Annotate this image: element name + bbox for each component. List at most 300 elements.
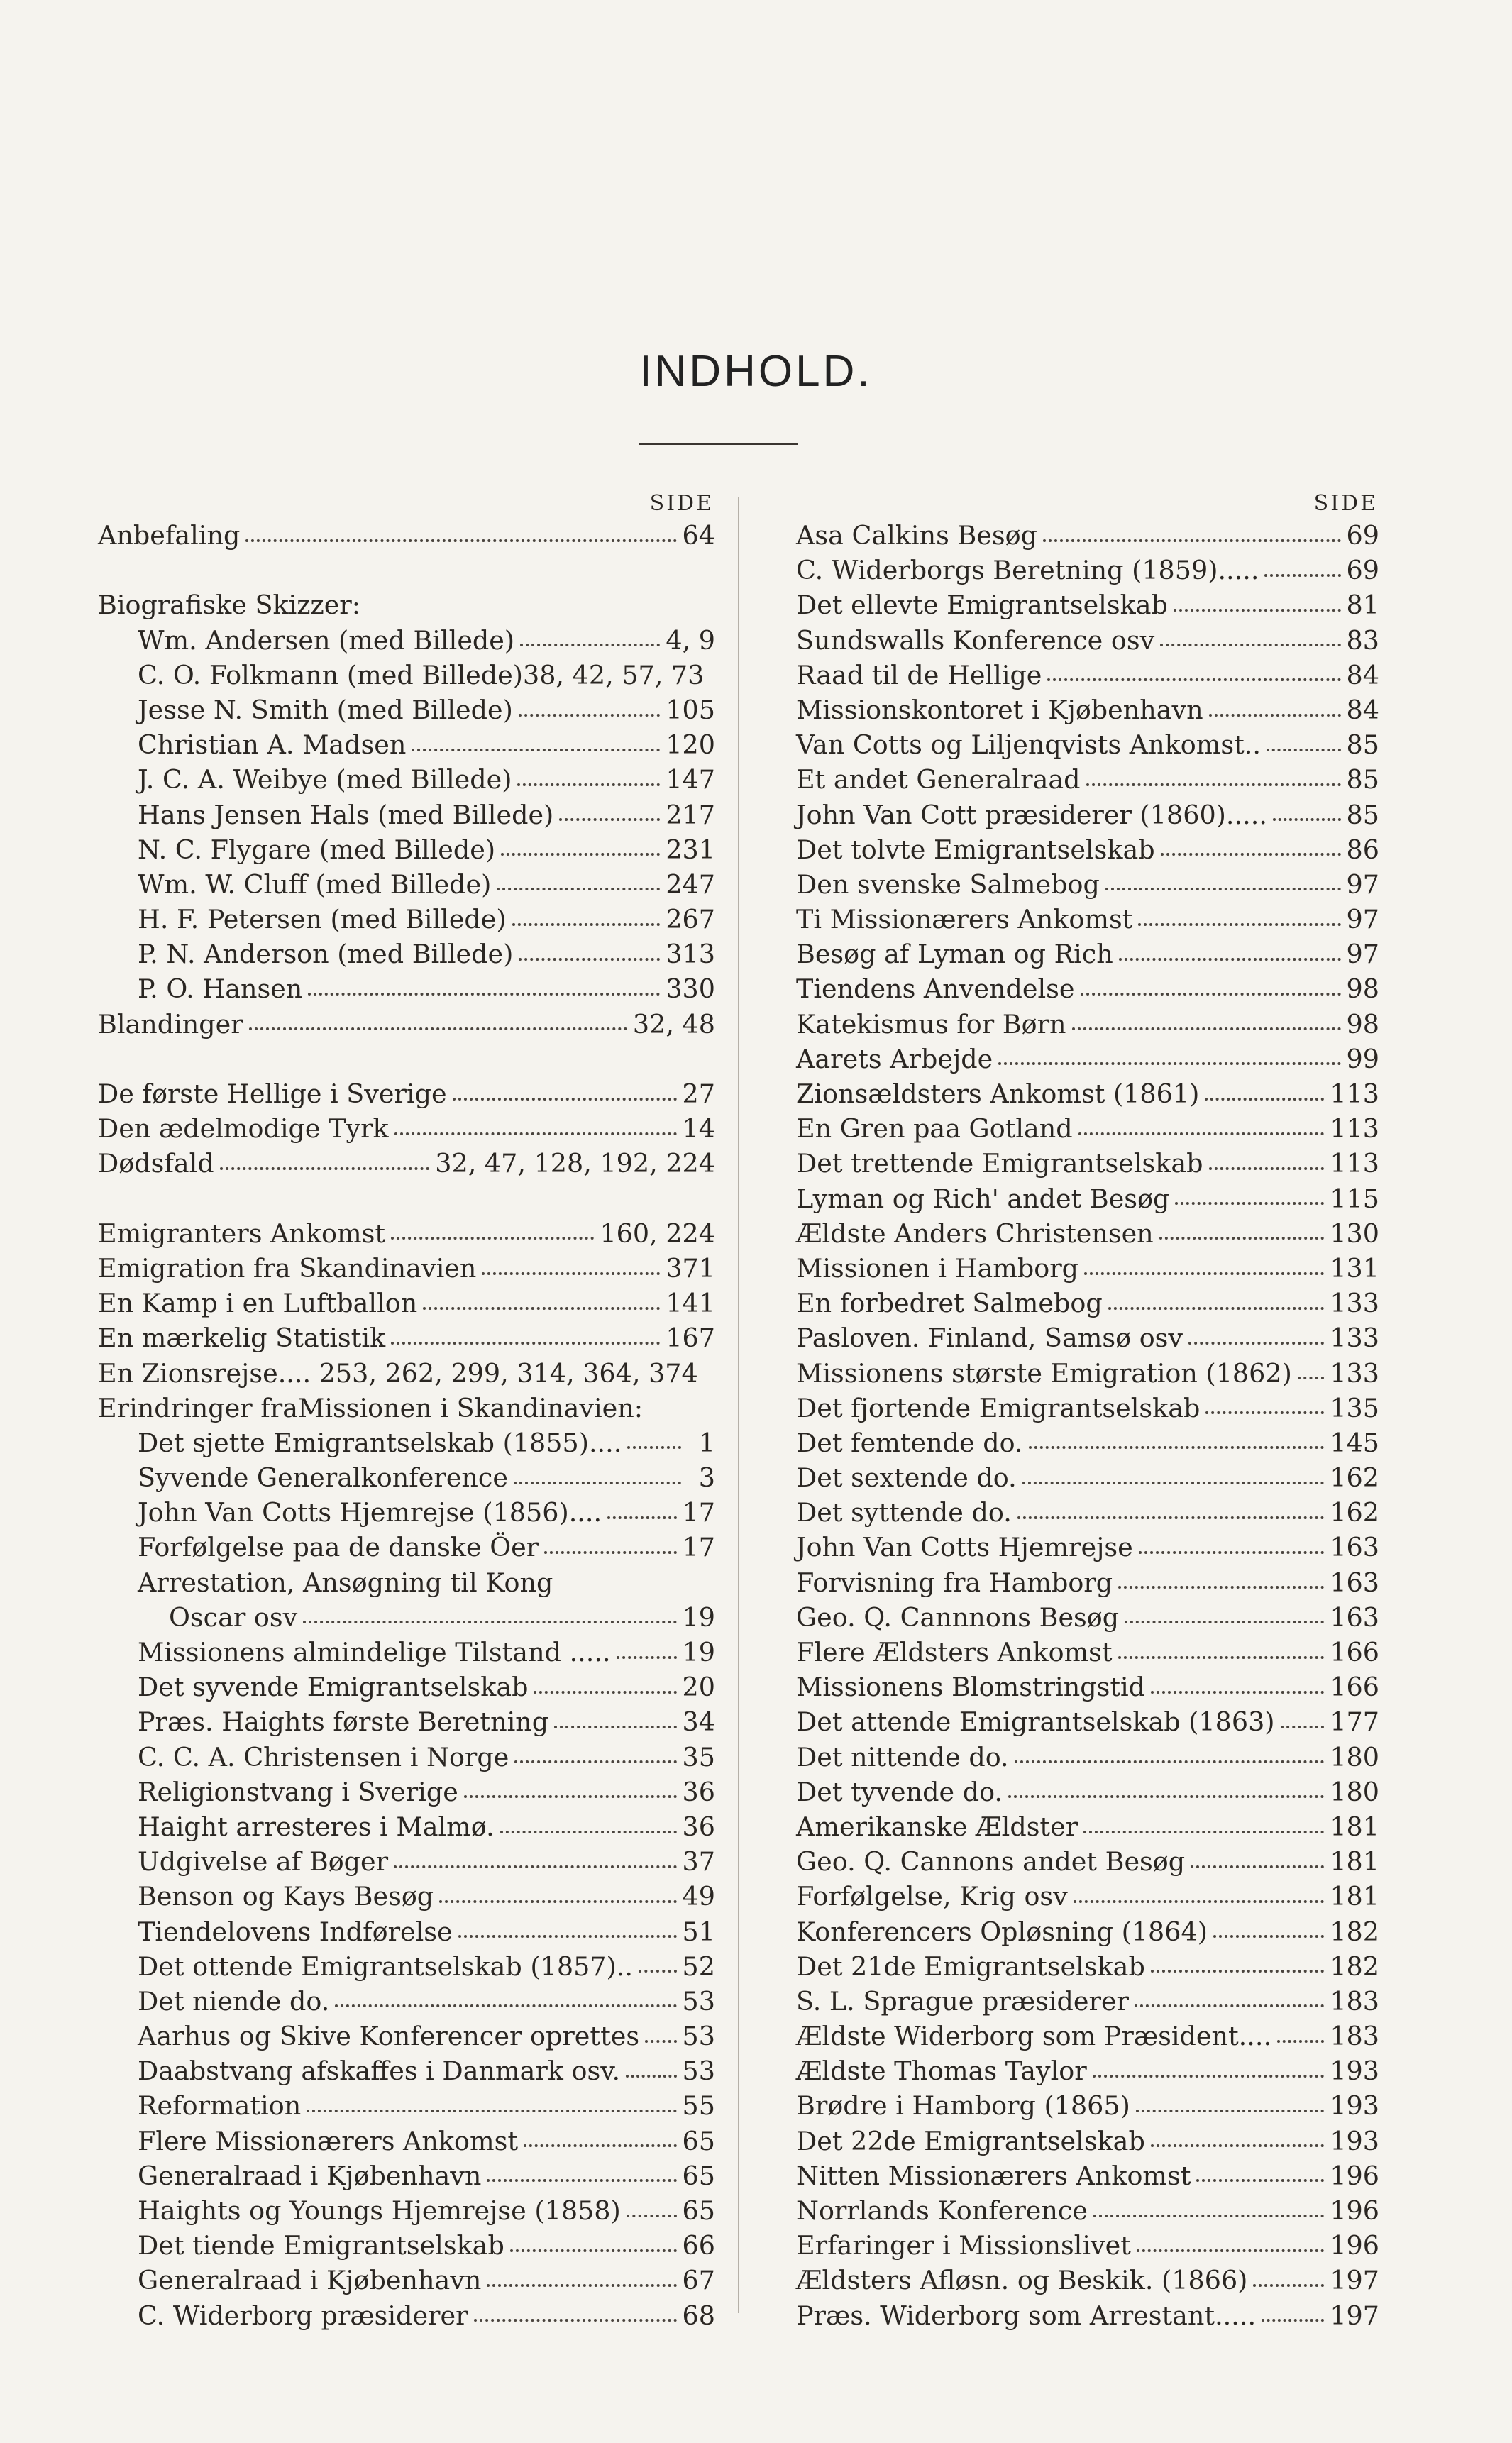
toc-entry: [796, 1704, 1379, 1739]
leader-dots: [453, 1098, 677, 1101]
entry-page: 65: [682, 2160, 715, 2191]
toc-entry: [98, 588, 715, 622]
leader-dots: [1151, 1691, 1324, 1694]
entry-page: 133: [1330, 1323, 1379, 1354]
leader-dots: [627, 1446, 681, 1449]
leader-dots: [308, 993, 660, 996]
entry-title: Geo. Q. Cannons andet Besøg: [796, 1846, 1186, 1877]
leader-dots: [245, 539, 676, 542]
toc-entry: [796, 798, 1379, 832]
toc-entry: [98, 2019, 715, 2053]
toc-entry: [796, 1460, 1379, 1495]
title-rule: [639, 443, 798, 445]
toc-entry: [796, 1949, 1379, 1984]
toc-entry: [796, 1076, 1379, 1111]
blank-line: [98, 553, 715, 588]
entry-page: 36: [682, 1776, 715, 1807]
leader-dots: [1137, 2249, 1324, 2252]
entry-page: 67: [682, 2265, 715, 2296]
toc-entry: [796, 1216, 1379, 1251]
leader-dots: [474, 2319, 677, 2322]
leader-dots: [1161, 853, 1341, 856]
toc-entry: [98, 1670, 715, 1704]
entry-title: Præs. Haights første Beretning: [138, 1706, 549, 1738]
leader-dots: [514, 1482, 681, 1484]
toc-entry: [796, 937, 1379, 971]
leader-dots: [1086, 783, 1341, 786]
toc-entry: [796, 1914, 1379, 1949]
entry-title: Forfølgelse, Krig osv: [796, 1881, 1068, 1912]
toc-entry: [98, 1495, 715, 1530]
entry-title: Forvisning fra Hamborg: [796, 1567, 1113, 1598]
entry-page: 162: [1330, 1462, 1379, 1494]
leader-dots: [1277, 2040, 1324, 2043]
entry-page: 66: [682, 2230, 715, 2261]
entry-page: 196: [1330, 2195, 1379, 2226]
entry-title: Generalraad i Kjøbenhavn: [138, 2160, 482, 2191]
entry-page: 166: [1330, 1672, 1379, 1703]
toc-entry: [796, 2088, 1379, 2123]
entry-page: 68: [682, 2300, 715, 2331]
leader-dots: [1029, 1446, 1325, 1449]
toc-entry: [98, 971, 715, 1006]
entry-page: 177: [1330, 1706, 1379, 1738]
leader-dots: [517, 783, 660, 786]
right-entries: [796, 518, 1379, 2333]
leader-dots: [1118, 1656, 1325, 1659]
entry-page: 166: [1330, 1637, 1379, 1667]
entry-page: 65: [682, 2125, 715, 2156]
toc-entry: [796, 1565, 1379, 1600]
entry-title: Det 21de Emigrantselskab: [796, 1951, 1145, 1982]
toc-entry: [796, 1111, 1379, 1146]
toc-entry: [796, 1844, 1379, 1879]
entry-page: 84: [1346, 694, 1379, 725]
toc-entry: [796, 2124, 1379, 2158]
entry-title: C. C. A. Christensen i Norge: [138, 1741, 509, 1772]
entry-title: Det tolvte Emigrantselskab: [796, 834, 1155, 865]
toc-entry: [98, 1949, 715, 1984]
toc-entry: [796, 518, 1379, 553]
entry-page: 36: [682, 1811, 715, 1842]
toc-entry: [98, 1914, 715, 1949]
toc-entry: [98, 1286, 715, 1320]
entry-page: 65: [682, 2195, 715, 2226]
leader-dots: [1047, 678, 1340, 681]
toc-entry: [98, 2053, 715, 2088]
page-title: INDHOLD.: [639, 347, 873, 396]
entry-page: 49: [682, 1881, 715, 1912]
toc-entry: [98, 2158, 715, 2193]
leader-dots: [1135, 2004, 1324, 2007]
leader-dots: [1017, 1516, 1325, 1519]
entry-title: C. O. Folkmann (med Billede)38, 42, 57, 73: [138, 659, 705, 690]
toc-entry: [796, 2298, 1379, 2333]
toc-entry: [796, 1879, 1379, 1914]
toc-entry: [98, 1775, 715, 1809]
toc-entry: [98, 727, 715, 762]
leader-dots: [391, 1237, 594, 1240]
entry-page: 160, 224: [600, 1218, 715, 1249]
entry-page: 81: [1346, 590, 1379, 621]
toc-entry: [796, 762, 1379, 797]
toc-entry: [796, 1391, 1379, 1425]
leader-dots: [1191, 1865, 1324, 1868]
entry-title: Det femtende do.: [796, 1427, 1023, 1458]
entry-page: 120: [666, 729, 715, 761]
leader-dots: [1205, 1411, 1324, 1414]
entry-title: H. F. Petersen (med Billede): [138, 904, 507, 935]
entry-page: 330: [666, 974, 715, 1005]
leader-dots: [303, 1621, 676, 1623]
entry-title: Det sextende do.: [796, 1462, 1017, 1494]
entry-page: 113: [1330, 1113, 1379, 1145]
leader-dots: [1298, 1377, 1324, 1379]
leader-dots: [487, 2179, 676, 2182]
leader-dots: [626, 2075, 676, 2078]
leader-dots: [1093, 2075, 1325, 2078]
entry-title: Wm. W. Cluff (med Billede): [138, 868, 492, 900]
entry-page: 113: [1330, 1148, 1379, 1179]
entry-title: Benson og Kays Besøg: [138, 1881, 434, 1912]
leader-dots: [423, 1307, 660, 1310]
entry-page: 1: [698, 1427, 715, 1458]
entry-page: 197: [1330, 2300, 1379, 2331]
leader-dots: [534, 1691, 676, 1694]
entry-page: 85: [1346, 764, 1379, 795]
entry-title: Flere Ældsters Ankomst: [796, 1637, 1113, 1667]
toc-entry: [796, 1670, 1379, 1704]
entry-title: Raad til de Hellige: [796, 659, 1042, 690]
toc-entry: [98, 623, 715, 658]
entry-title: Konferencers Opløsning (1864): [796, 1916, 1208, 1947]
leader-dots: [394, 1132, 677, 1135]
entry-page: 130: [1330, 1218, 1379, 1249]
leader-dots: [1008, 1795, 1324, 1798]
entry-title: Haights og Youngs Hjemrejse (1858): [138, 2195, 621, 2226]
toc-entry: [98, 1146, 715, 1181]
entry-page: 231: [666, 834, 715, 865]
leader-dots: [1151, 2144, 1325, 2147]
leader-dots: [1118, 1586, 1324, 1589]
entry-title: Besøg af Lyman og Rich: [796, 939, 1113, 970]
entry-title: Aarhus og Skive Konferencer oprettes: [138, 2021, 640, 2052]
leader-dots: [394, 1865, 676, 1868]
entry-page: 133: [1330, 1288, 1379, 1319]
entry-page: 113: [1330, 1079, 1379, 1109]
toc-entry: [796, 1809, 1379, 1844]
toc-entry: [796, 1600, 1379, 1635]
entry-page: 64: [682, 520, 715, 551]
entry-page: 180: [1330, 1741, 1379, 1772]
toc-entry: [98, 2193, 715, 2228]
leader-dots: [249, 1027, 627, 1030]
entry-page: 193: [1330, 2125, 1379, 2156]
entry-page: 19: [682, 1601, 715, 1633]
toc-entry: [98, 762, 715, 797]
toc-entry: [98, 798, 715, 832]
toc-entry: [98, 1844, 715, 1879]
entry-page: 20: [682, 1672, 715, 1703]
toc-entry: [98, 1111, 715, 1146]
entry-title: Asa Calkins Besøg: [796, 520, 1037, 551]
entry-page: 19: [682, 1637, 715, 1667]
entry-page: 34: [682, 1706, 715, 1738]
entry-title: Et andet Generalraad: [796, 764, 1081, 795]
entry-page: 196: [1330, 2160, 1379, 2191]
entry-page: 141: [666, 1288, 715, 1319]
entry-title: Generalraad i Kjøbenhavn: [138, 2265, 482, 2296]
entry-title: Amerikanske Ældster: [796, 1811, 1078, 1842]
toc-entry: [98, 867, 715, 902]
toc-entry: [796, 2053, 1379, 2088]
entry-title: Lyman og Rich' andet Besøg: [796, 1183, 1170, 1214]
toc-entry: [98, 2228, 715, 2263]
leader-dots: [1081, 993, 1341, 996]
entry-page: 163: [1330, 1601, 1379, 1633]
leader-dots: [412, 749, 660, 751]
entry-page: 97: [1346, 868, 1379, 900]
leader-dots: [391, 1342, 660, 1345]
toc-entry: [796, 2228, 1379, 2263]
leader-dots: [627, 2215, 677, 2217]
entry-title: Sundswalls Konference osv: [796, 624, 1155, 656]
entry-title: Ti Missionærers Ankomst: [796, 904, 1133, 935]
toc-entry: [98, 1320, 715, 1355]
entry-title: Geo. Q. Cannnons Besøg: [796, 1601, 1120, 1633]
leader-dots: [607, 1516, 676, 1519]
entry-title: J. C. A. Weibye (med Billede): [138, 764, 512, 795]
entry-page: 182: [1330, 1916, 1379, 1947]
entry-page: 181: [1330, 1881, 1379, 1912]
leader-dots: [1083, 1831, 1324, 1833]
entry-title: N. C. Flygare (med Billede): [138, 834, 496, 865]
entry-title: Biografiske Skizzer:: [98, 590, 361, 621]
toc-entry: [98, 1356, 715, 1391]
entry-title: P. O. Hansen: [138, 974, 303, 1005]
entry-page: 83: [1346, 624, 1379, 656]
entry-title: En forbedret Salmebog: [796, 1288, 1103, 1319]
entry-title: Tiendens Anvendelse: [796, 974, 1075, 1005]
toc-entry: [98, 2298, 715, 2333]
entry-title: En Zionsrejse.... 253, 262, 299, 314, 364, 374: [98, 1357, 698, 1389]
right-column: [796, 490, 1379, 2333]
entry-page: 99: [1346, 1043, 1379, 1074]
entry-title: Ældste Anders Christensen: [796, 1218, 1154, 1249]
toc-entry: [796, 1320, 1379, 1355]
toc-entry: [98, 2263, 715, 2298]
toc-entry: [98, 1600, 715, 1635]
column-divider: [738, 497, 739, 2313]
entry-page: 69: [1346, 555, 1379, 586]
toc-entry: [796, 1775, 1379, 1809]
entry-title: John Van Cotts Hjemrejse: [796, 1532, 1133, 1563]
entry-title: Det tiende Emigrantselskab: [138, 2230, 504, 2261]
toc-entry: [98, 937, 715, 971]
entry-title: Aarets Arbejde: [796, 1043, 993, 1074]
toc-entry: [796, 1740, 1379, 1775]
entry-page: 371: [666, 1252, 715, 1284]
entry-title: Religionstvang i Sverige: [138, 1776, 458, 1807]
entry-title: Missionens Blomstringstid: [796, 1672, 1146, 1703]
leader-dots: [482, 1272, 660, 1275]
entry-title: Erindringer fraMissionen i Skandinavien:: [98, 1392, 644, 1423]
entry-title: Det fjortende Emigrantselskab: [796, 1392, 1201, 1423]
entry-page: 4, 9: [666, 624, 715, 656]
toc-entry: [98, 1425, 715, 1460]
leader-dots: [1253, 2284, 1324, 2287]
entry-title: De første Hellige i Sverige: [98, 1079, 447, 1109]
leader-dots: [1043, 539, 1341, 542]
entry-title: Jesse N. Smith (med Billede): [138, 694, 513, 725]
leader-dots: [1175, 1202, 1324, 1205]
entry-title: Missionen i Hamborg: [796, 1252, 1079, 1284]
entry-page: 105: [666, 694, 715, 725]
toc-entry: [796, 1181, 1379, 1216]
leader-dots: [617, 1656, 677, 1659]
entry-title: Det nittende do.: [796, 1741, 1009, 1772]
leader-dots: [1078, 1132, 1325, 1135]
entry-title: Udgivelse af Bøger: [138, 1846, 389, 1877]
leader-dots: [1084, 1272, 1324, 1275]
leader-dots: [1093, 2215, 1324, 2217]
toc-entry: [796, 1530, 1379, 1565]
entry-title: Dødsfald: [98, 1148, 214, 1179]
toc-entry: [796, 971, 1379, 1006]
entry-title: Missionens almindelige Tilstand .....: [138, 1637, 611, 1667]
leader-dots: [1105, 888, 1341, 890]
leader-dots: [1213, 1935, 1324, 1938]
entry-title: Missionens største Emigration (1862): [796, 1357, 1292, 1389]
leader-dots: [544, 1551, 676, 1554]
entry-page: 53: [682, 2056, 715, 2087]
entry-title: Brødre i Hamborg (1865): [796, 2090, 1130, 2122]
leader-dots: [519, 714, 660, 717]
entry-title: Blandinger: [98, 1008, 243, 1039]
entry-page: 84: [1346, 659, 1379, 690]
toc-entry: [98, 2124, 715, 2158]
leader-dots: [1174, 609, 1341, 612]
entry-page: 163: [1330, 1567, 1379, 1598]
toc-entry: [98, 1809, 715, 1844]
leader-dots: [220, 1167, 430, 1170]
entry-title: P. N. Anderson (med Billede): [138, 939, 514, 970]
entry-page: 53: [682, 2021, 715, 2052]
toc-entry: [796, 1042, 1379, 1076]
entry-title: Det syvende Emigrantselskab: [138, 1672, 529, 1703]
leader-dots: [1209, 1167, 1325, 1170]
entry-page: 97: [1346, 904, 1379, 935]
entry-title: Det sjette Emigrantselskab (1855)....: [138, 1427, 622, 1458]
left-column: [98, 490, 715, 2333]
entry-page: 52: [682, 1951, 715, 1982]
blank-line: [98, 1042, 715, 1076]
toc-entry: [98, 1740, 715, 1775]
toc-entry: [98, 1565, 715, 1600]
toc-entry: [796, 1007, 1379, 1042]
entry-title: Haight arresteres i Malmø.: [138, 1811, 495, 1842]
leader-dots: [1209, 714, 1341, 717]
entry-page: 180: [1330, 1776, 1379, 1807]
toc-entry: [98, 1007, 715, 1042]
toc-entry: [98, 1076, 715, 1111]
leader-dots: [497, 888, 660, 890]
entry-title: Præs. Widerborg som Arrestant.....: [796, 2300, 1257, 2331]
entry-title: Det ellevte Emigrantselskab: [796, 590, 1168, 621]
toc-entry: [796, 1251, 1379, 1286]
toc-entry: [98, 1984, 715, 2019]
leader-dots: [1108, 1307, 1325, 1310]
leader-dots: [1022, 1482, 1325, 1484]
entry-title: Emigranters Ankomst: [98, 1218, 386, 1249]
leader-dots: [464, 1795, 677, 1798]
entry-title: Det niende do.: [138, 1985, 330, 2017]
entry-page: 98: [1346, 974, 1379, 1005]
entry-page: 115: [1330, 1183, 1379, 1214]
entry-page: 131: [1330, 1252, 1379, 1284]
toc-entry: [796, 727, 1379, 762]
leader-dots: [559, 818, 660, 821]
entry-title: Nitten Missionærers Ankomst: [796, 2160, 1191, 2191]
entry-page: 32, 48: [632, 1008, 715, 1039]
blank-line: [98, 1181, 715, 1216]
left-side-header: SIDE: [649, 491, 714, 516]
entry-title: Zionsældsters Ankomst (1861): [796, 1079, 1200, 1109]
entry-page: 181: [1330, 1811, 1379, 1842]
toc-entry: [98, 1704, 715, 1739]
leader-dots: [439, 1900, 676, 1903]
entry-page: 32, 47, 128, 192, 224: [435, 1148, 715, 1179]
toc-entry: [796, 1286, 1379, 1320]
leader-dots: [1159, 1237, 1325, 1240]
entry-title: S. L. Sprague præsiderer: [796, 1985, 1129, 2017]
entry-page: 3: [698, 1462, 715, 1494]
entry-title: Den ædelmodige Tyrk: [98, 1113, 389, 1145]
leader-dots: [512, 923, 661, 926]
leader-dots: [1188, 1342, 1324, 1345]
leader-dots: [1267, 749, 1341, 751]
leader-dots: [1139, 1551, 1325, 1554]
toc-entry: [796, 658, 1379, 693]
leader-dots: [501, 853, 660, 856]
entry-page: 145: [1330, 1427, 1379, 1458]
leader-dots: [998, 1062, 1340, 1065]
leader-dots: [639, 1970, 677, 1973]
entry-title: Syvende Generalkonference: [138, 1462, 508, 1494]
leader-dots: [1205, 1098, 1324, 1101]
entry-title: En Kamp i en Luftballon: [98, 1288, 418, 1319]
toc-entry: [98, 518, 715, 553]
leader-dots: [307, 2110, 676, 2112]
entry-page: 17: [682, 1532, 715, 1563]
entry-title: En Gren paa Gotland: [796, 1113, 1073, 1145]
leader-dots: [645, 2040, 676, 2043]
toc-entry: [98, 1460, 715, 1495]
entry-page: 183: [1330, 1985, 1379, 2017]
leader-dots: [514, 1760, 676, 1763]
entry-page: 197: [1330, 2265, 1379, 2296]
entry-title: Ældste Thomas Taylor: [796, 2056, 1087, 2087]
entry-page: 247: [666, 868, 715, 900]
entry-title: John Van Cotts Hjemrejse (1856)....: [138, 1497, 602, 1528]
entry-title: Emigration fra Skandinavien: [98, 1252, 477, 1284]
leader-dots: [1264, 574, 1340, 577]
entry-page: 69: [1346, 520, 1379, 551]
entry-title: Det ottende Emigrantselskab (1857)..: [138, 1951, 633, 1982]
entry-title: Tiendelovens Indførelse: [138, 1916, 453, 1947]
leader-dots: [1273, 818, 1341, 821]
entry-page: 51: [682, 1916, 715, 1947]
